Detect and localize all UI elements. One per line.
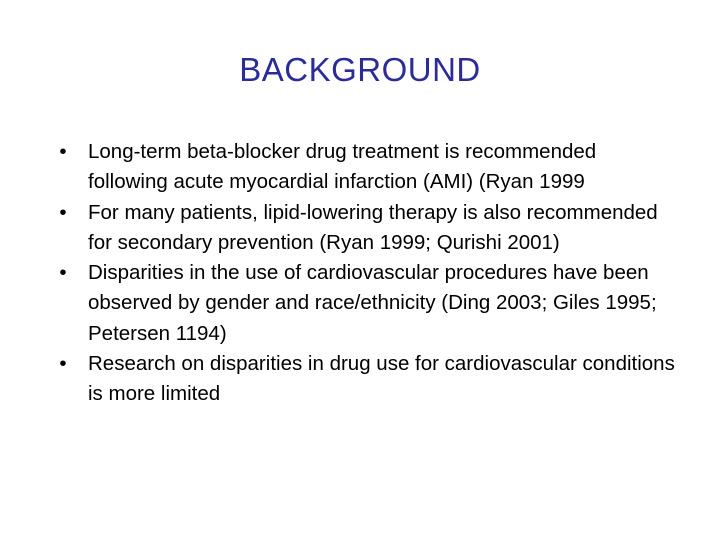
bullet-item-beta-blocker [56, 137, 676, 198]
slide-title: BACKGROUND [239, 51, 481, 88]
bullet-list [56, 137, 676, 410]
bullet-dot-icon: • [59, 261, 67, 285]
bullet-dot-icon: • [59, 352, 67, 376]
bullet-text: Research on disparities in drug use for cardiovascular conditions is more limited [88, 352, 675, 406]
bullet-item-disparities-procedures [56, 258, 676, 349]
bullet-item-drug-use-research [56, 349, 676, 410]
bullet-text: Disparities in the use of cardiovascular procedures have been observed by gender and race/ethnicity (Ding 2003; Giles 1995; Petersen 1194) [88, 261, 657, 345]
bullet-text: Long-term beta-blocker drug treatment is recommended following acute myocardial infarction (AMI) (Ryan 1999 [88, 140, 597, 194]
bullet-dot-icon: • [59, 200, 67, 224]
bullet-item-lipid-lowering [56, 198, 676, 259]
bullet-text: For many patients, lipid-lowering therapy is also recommended for secondary prevention (Ryan 1999; Qurishi 2001) [88, 200, 658, 254]
bullet-dot-icon: • [59, 140, 67, 163]
